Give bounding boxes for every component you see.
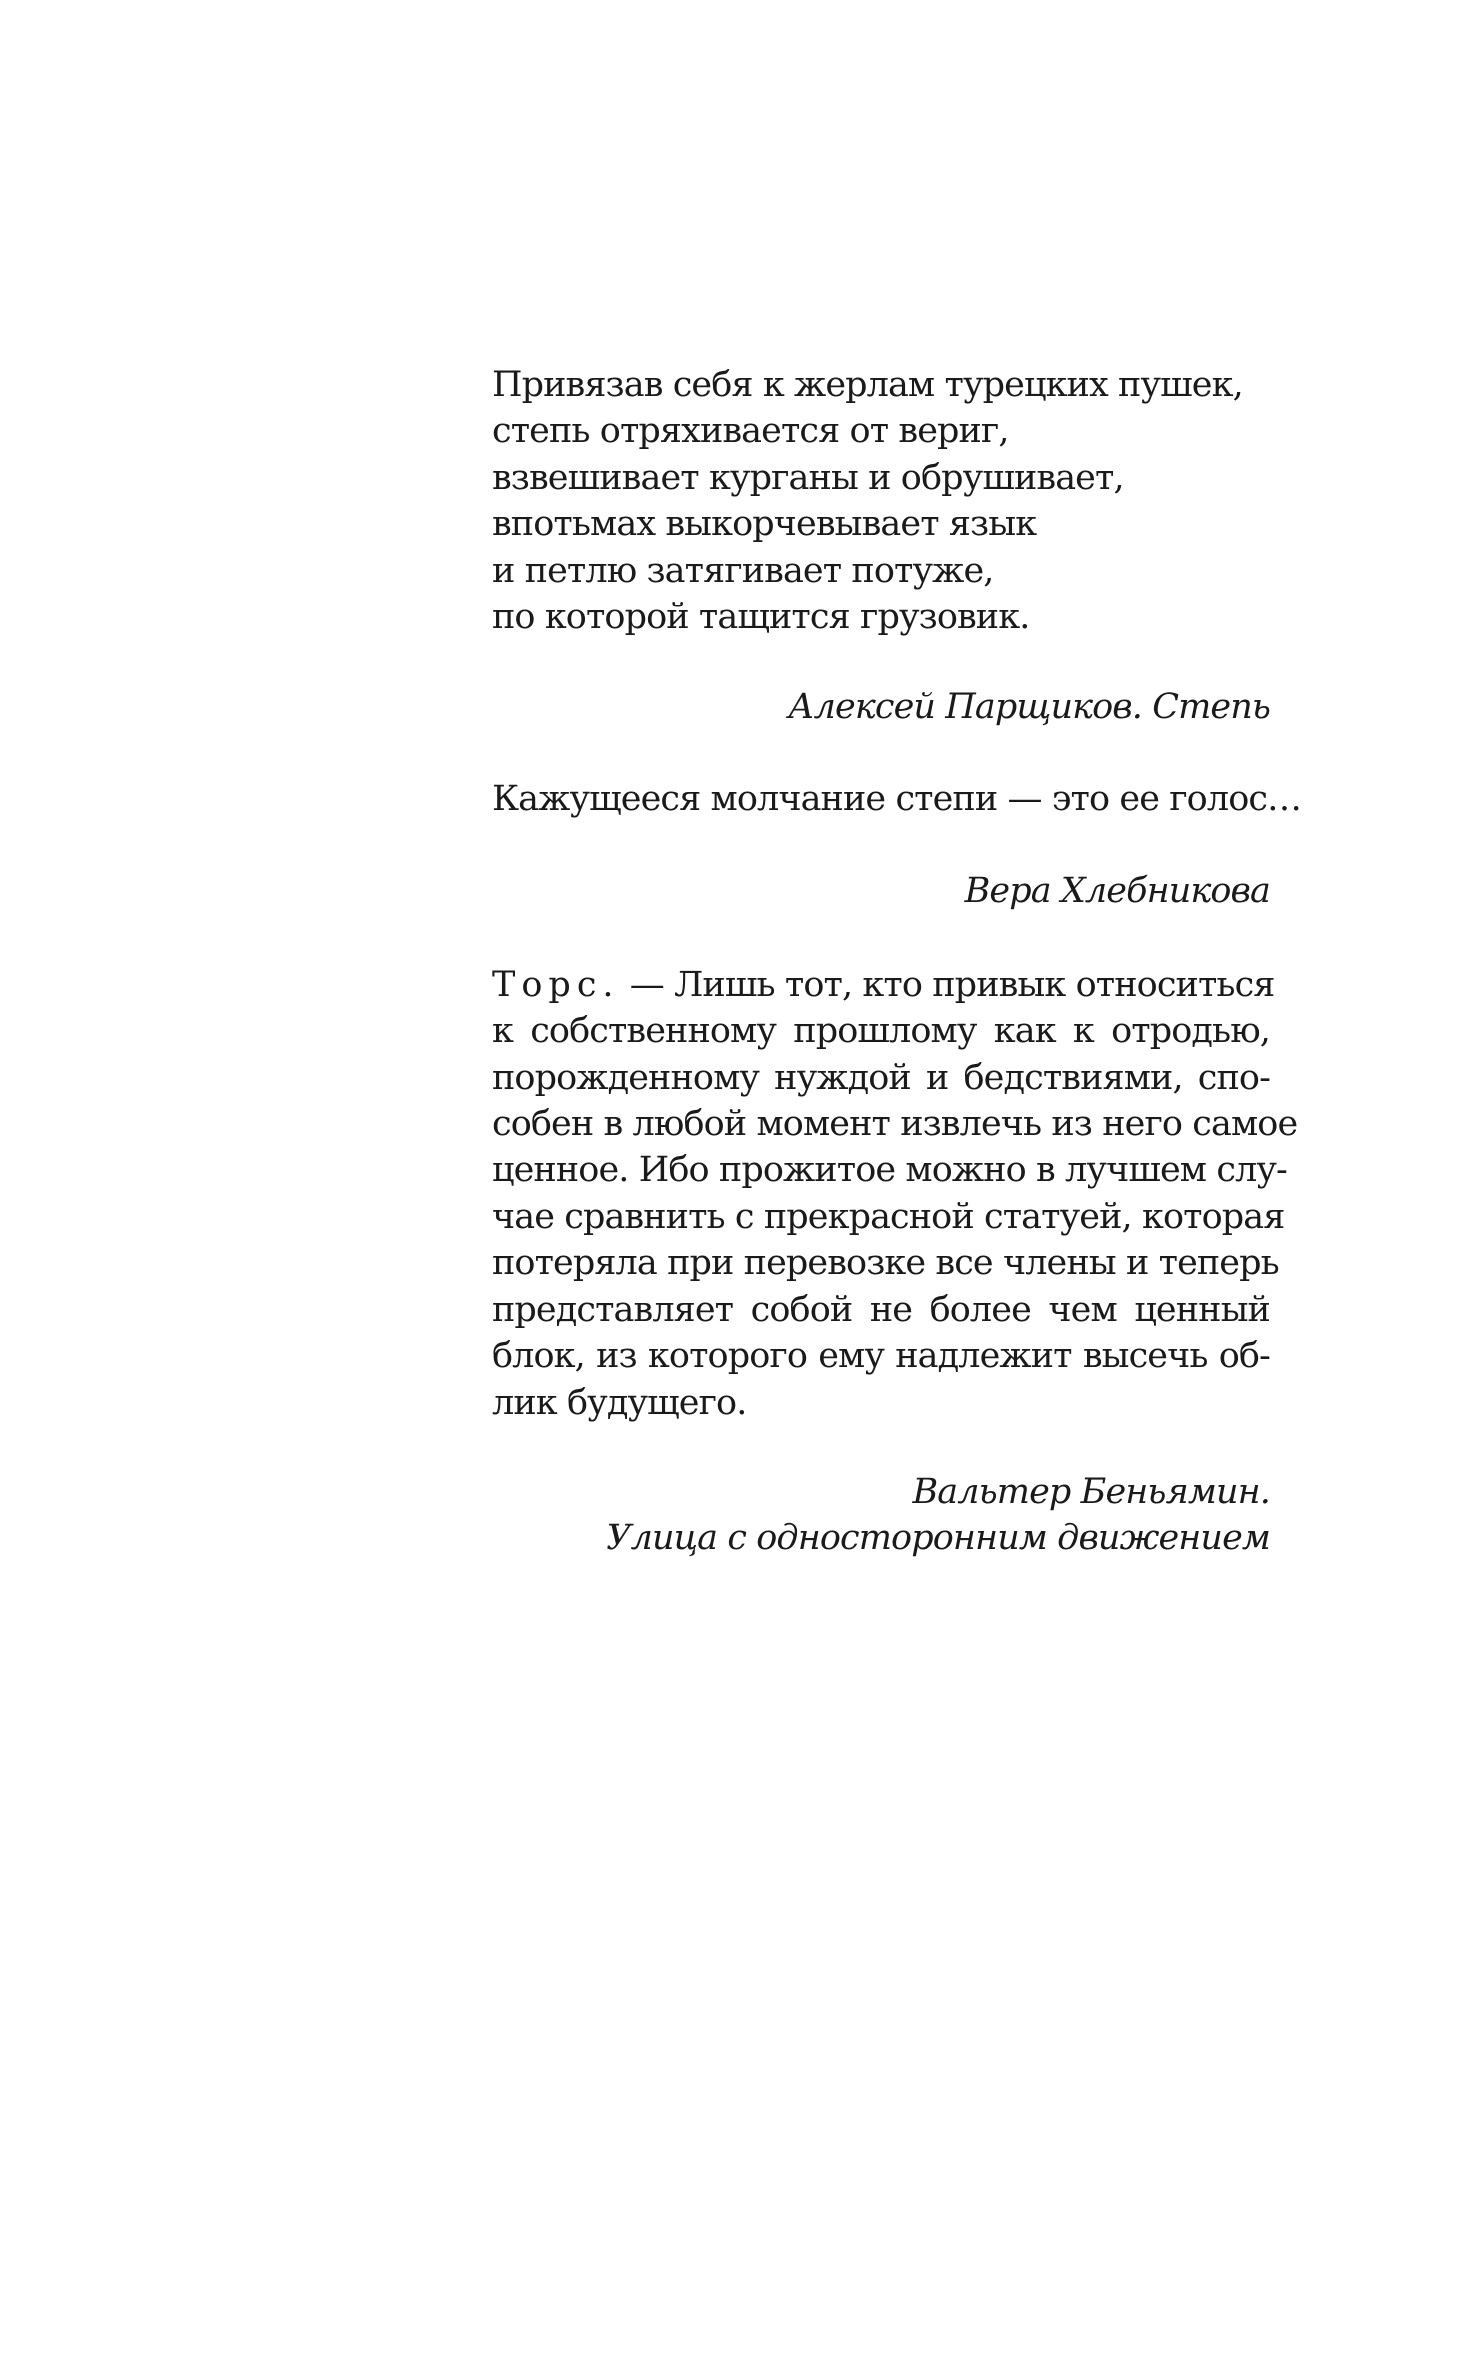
prose-line: порожденному нуждой и бедствиями, спо- [492,1057,1270,1098]
epigraph-attribution: Алексей Парщиков. Степь [788,687,1270,728]
prose-heading: Торс. [492,964,620,1005]
prose-line: представляет собой не более чем ценный [492,1289,1270,1330]
prose-line: блок, из которого ему надлежит высечь об- [492,1336,1270,1377]
prose-line: к собственному прошлому как к отродью, [492,1011,1270,1052]
poem-line: впотьмах выкорчевывает язык [492,504,1037,545]
epigraph-attribution [492,1469,1270,1562]
quote-line: Кажущееся молчание степи — это ее голос… [492,779,1302,820]
poem-line: взвешивает курганы и обрушивает, [492,457,1124,498]
attribution-line: Вальтер Беньямин. [912,1471,1270,1512]
prose-line: потеряла при перевозке все члены и теперь [492,1243,1279,1284]
prose-line-text: — Лишь тот, кто привык относиться [629,964,1275,1005]
epigraph-attribution: Вера Хлебникова [964,870,1270,911]
prose-line: чае сравнить с прекрасной статуей, которая [492,1196,1285,1237]
epigraph-quote [492,776,1302,822]
prose-line: лик будущего. [492,1382,747,1423]
poem-line: степь отряхивается от вериг, [492,411,1009,452]
poem-line: по которой тащится грузовик. [492,597,1030,638]
epigraph-poem [492,362,1270,640]
attribution-line: Улица с односторонним движением [606,1518,1270,1559]
epigraph-column [492,362,1302,1562]
epigraph-prose [492,962,1298,1426]
poem-line: и петлю затягивает потуже, [492,550,994,591]
prose-line: собен в любой момент извлечь из него самое [492,1104,1298,1145]
poem-line: Привязав себя к жерлам турецких пушек, [492,365,1243,405]
prose-line: ценное. Ибо прожитое можно в лучшем слу- [492,1150,1287,1191]
prose-line [492,962,1275,1008]
